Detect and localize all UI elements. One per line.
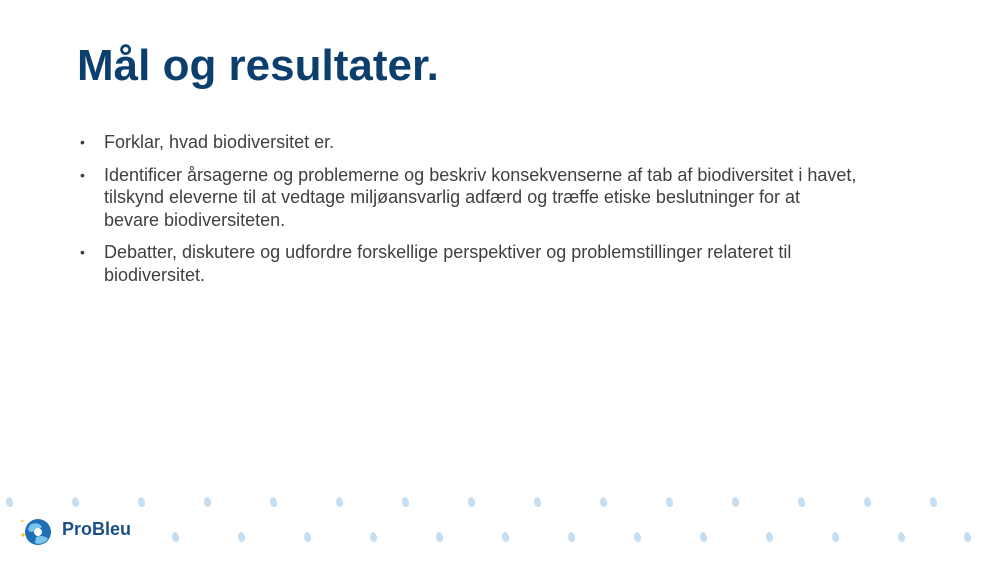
water-drop-icon (897, 531, 906, 542)
water-drop-icon (369, 531, 378, 542)
water-drop-icon (501, 531, 510, 542)
slide-title: Mål og resultater. (77, 41, 439, 90)
bullet-text: Forklar, hvad biodiversitet er. (104, 132, 335, 152)
water-drop-icon (303, 531, 312, 542)
bullet-icon: • (80, 166, 85, 183)
water-drop-icon (335, 496, 344, 507)
water-drop-icon (203, 496, 212, 507)
bullet-icon: • (80, 134, 85, 150)
bullet-text: Identificer årsagerne og problemerne og beskriv konsekvenserne af tab af biodiversitet i havet, tilskynd eleverne til at vedtage miljøansvarlig adfærd og træffe etiske beslutninger for at bevare biodiversiteten. (104, 164, 857, 230)
water-drop-icon (533, 496, 542, 507)
water-drop-icon (137, 496, 146, 507)
logo-wordmark: ProBleu (62, 519, 132, 539)
water-drop-icon (731, 496, 740, 507)
water-drop-icon (929, 496, 938, 507)
water-drop-icon (633, 531, 642, 542)
water-drop-icon (269, 496, 278, 507)
water-drop-icon (699, 531, 708, 542)
water-drop-icon (665, 496, 674, 507)
list-item (80, 131, 860, 154)
water-drop-icon (237, 531, 246, 542)
water-drop-icon (765, 531, 774, 542)
water-drop-icon (599, 496, 608, 507)
list-item (80, 164, 860, 232)
water-drop-icon (831, 531, 840, 542)
water-drop-icon (435, 531, 444, 542)
water-drop-icon (5, 496, 14, 507)
water-drop-icon (863, 496, 872, 507)
bullet-list (80, 131, 860, 296)
water-drop-icon (401, 496, 410, 507)
water-drop-icon (467, 496, 476, 507)
bullet-icon: • (80, 244, 85, 260)
water-drop-icon (71, 496, 80, 507)
water-drop-icon (963, 531, 972, 542)
water-drop-icon (171, 531, 180, 542)
bullet-text: Debatter, diskutere og udfordre forskellige perspektiver og problemstillinger relateret til biodiversitet. (104, 242, 792, 285)
globe-drop-icon (21, 519, 51, 545)
list-item (80, 241, 860, 286)
water-drop-icon (567, 531, 576, 542)
water-drop-icon (797, 496, 806, 507)
